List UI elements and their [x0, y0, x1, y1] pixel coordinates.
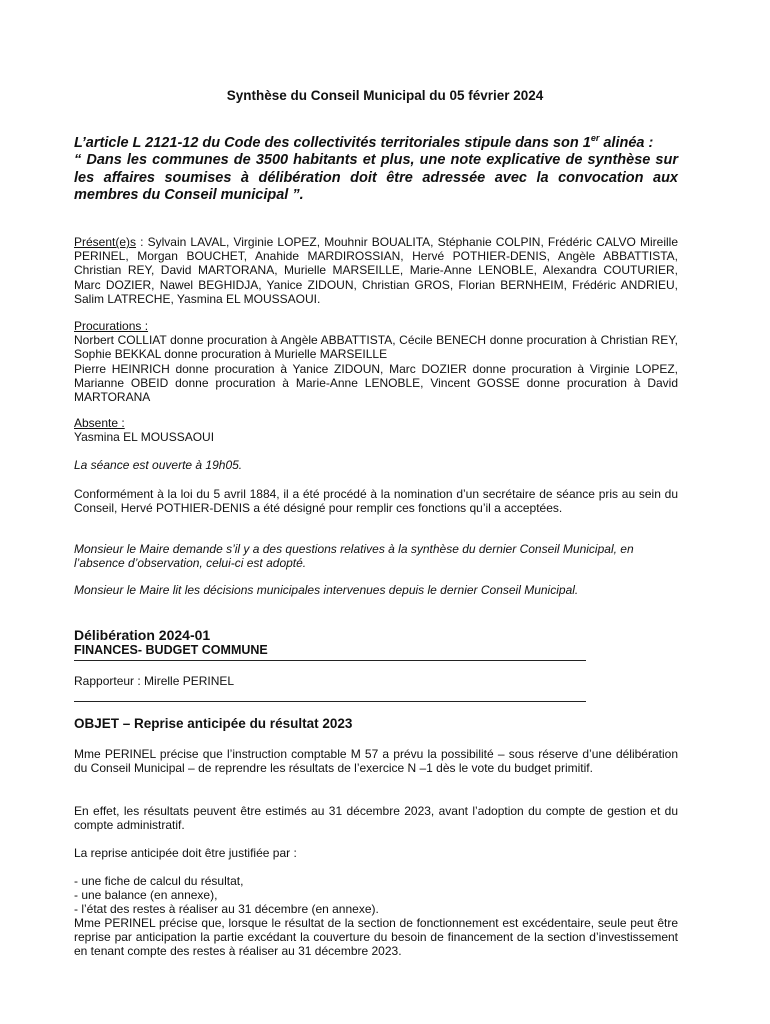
quote-superscript: er	[590, 133, 600, 144]
list-item: - l’état des restes à réaliser au 31 décembre (en annexe).	[74, 902, 379, 917]
procurations-line: Pierre HEINRICH donne procuration à Yanice ZIDOUN, Marc DOZIER donne procuration à Virginie LOPEZ, Marianne OBEID donne procuration à Marie-Anne LENOBLE, Vincent GOSSE donne procuration à David MARTORANA	[74, 361, 678, 405]
divider	[74, 660, 586, 661]
justification-list	[74, 874, 678, 917]
quote-intro-end: alinéa :	[599, 135, 654, 151]
body-paragraph: La reprise anticipée doit être justifiée par :	[74, 846, 297, 860]
list-item: - une balance (en annexe),	[74, 888, 218, 903]
present-list: : Sylvain LAVAL, Virginie LOPEZ, Mouhnir BOUALITA, Stéphanie COLPIN, Frédéric CALVO Mireille PERINEL, Morgan BOUCHET, Anahide MARDIROSSIAN, Hervé POTHIER-DENIS, Angèle ABBATTISTA, Christian REY, David MARTORANA, Murielle MARSEILLE, Marie-Anne LENOBLE, Alexandra COUTURIER, Marc DOZIER, Nawel BEGHIDJA, Yanice ZIDOUN, Christian GROS, Florian BERNHEIM, Frédéric ANDRIEU, Salim LATRECHE, Yasmina EL MOUSSAOUI.	[74, 235, 678, 306]
absente-label: Absente :	[74, 416, 125, 430]
present-section	[74, 235, 678, 306]
deliberation-subtitle: FINANCES- BUDGET COMMUNE	[74, 643, 268, 657]
procurations-label: Procurations :	[74, 319, 149, 333]
objet-heading: OBJET – Reprise anticipée du résultat 2023	[74, 716, 353, 731]
body-paragraph: Mme PERINEL précise que l’instruction comptable M 57 a prévu la possibilité – sous réserve d’une délibération du Conseil Municipal – de reprendre les résultats de l’exercice N –1 dès le vote du budget primitif.	[74, 747, 678, 776]
absente-name: Yasmina EL MOUSSAOUI	[74, 430, 215, 445]
mayor-decisions-paragraph: Monsieur le Maire lit les décisions municipales intervenues depuis le dernier Conseil Municipal.	[74, 583, 579, 597]
seance-opening: La séance est ouverte à 19h05.	[74, 458, 243, 472]
quote-intro: L’article L 2121-12 du Code des collectivités territoriales stipule dans son 1	[74, 135, 591, 151]
quote-text: “ Dans les communes de 3500 habitants et plus, une note explicative de synthèse sur les affaires soumises à délibération doit être adressée avec la convocation aux membres du Conseil municipal ”.	[74, 152, 678, 204]
mayor-questions-paragraph: Monsieur le Maire demande s’il y a des questions relatives à la synthèse du dernier Conseil Municipal, en l’absence d’observation, celui-ci est adopté.	[74, 542, 634, 571]
legal-quote	[74, 135, 678, 205]
body-paragraph: Mme PERINEL précise que, lorsque le résultat de la section de fonctionnement est excédentaire, seule peut être reprise par anticipation la partie excédant la couverture du besoin de financement de la section d’investissement en tenant compte des restes à réaliser au 31 décembre 2023.	[74, 916, 678, 959]
procurations-line: Norbert COLLIAT donne procuration à Angèle ABBATTISTA, Cécile BENECH donne procuration à Christian REY, Sophie BEKKAL donne procuration à Murielle MARSEILLE	[74, 333, 678, 362]
list-item: - une fiche de calcul du résultat,	[74, 874, 244, 888]
rapporteur: Rapporteur : Mirelle PERINEL	[74, 674, 235, 688]
body-paragraph: En effet, les résultats peuvent être estimés au 31 décembre 2023, avant l’adoption du compte de gestion et du compte administratif.	[74, 804, 678, 833]
divider	[74, 701, 586, 702]
present-label: Présent(e)s	[74, 235, 137, 249]
procurations-section	[74, 319, 678, 404]
document-title: Synthèse du Conseil Municipal du 05 février 2024	[226, 88, 544, 103]
absente-section	[74, 416, 678, 444]
secretary-paragraph: Conformément à la loi du 5 avril 1884, il a été procédé à la nomination d’un secrétaire de séance pris au sein du Conseil, Hervé POTHIER-DENIS a été désigné pour remplir ces fonctions qu’il a acceptées.	[74, 487, 678, 516]
deliberation-title: Délibération 2024-01	[74, 627, 211, 643]
